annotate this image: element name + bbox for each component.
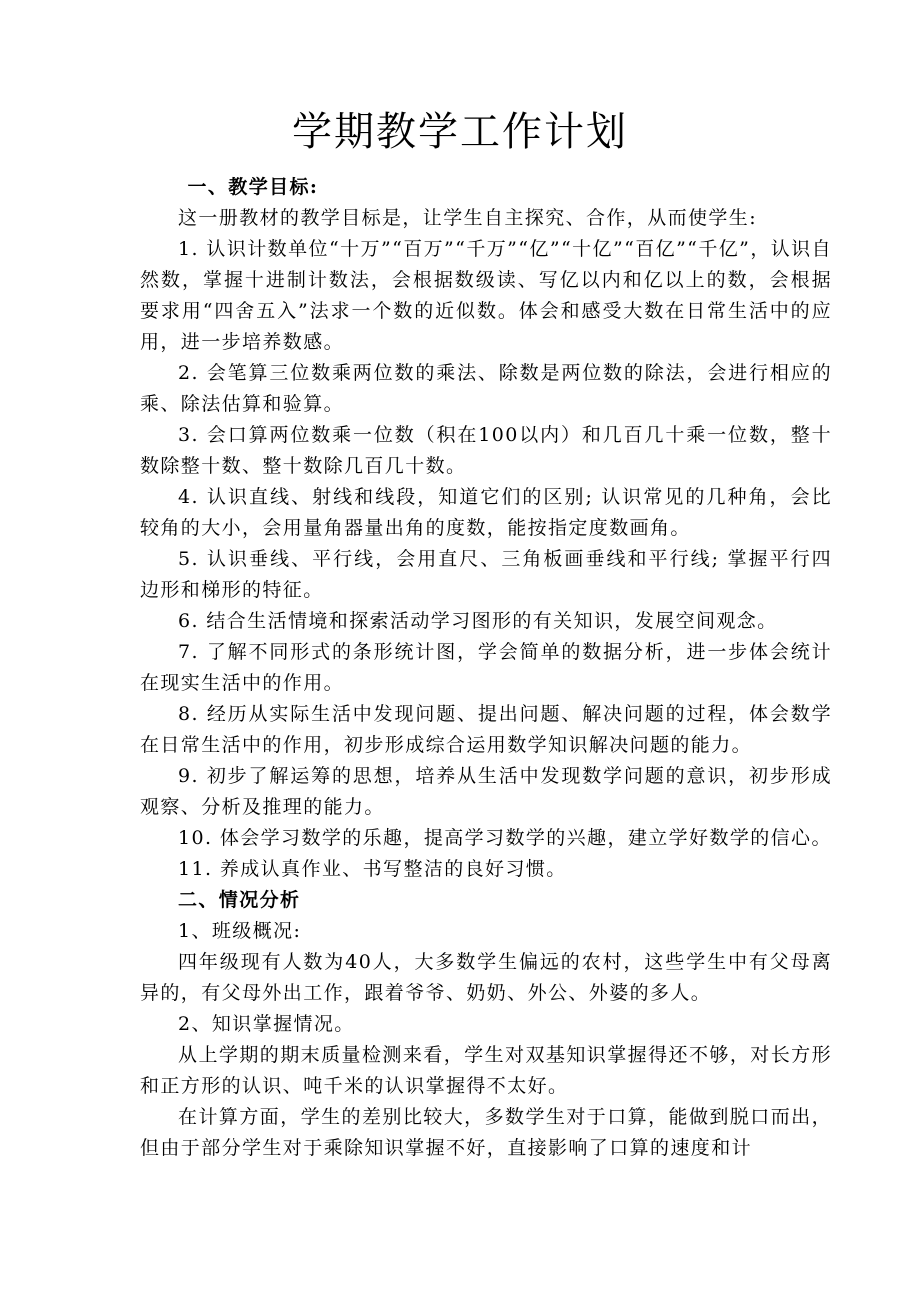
goal-item: 6. 结合生活情境和探索活动学习图形的有关知识，发展空间观念。	[178, 610, 778, 632]
goal-item: 11. 养成认真作业、书写整洁的良好习惯。	[178, 858, 567, 880]
goal-item: 3. 会口算两位数乘一位数（积在100以内）和几百几十乘一位数，整十数除整十数、整十数除几百几十数。	[140, 424, 832, 477]
subsection-heading-class: 1、班级概况:	[178, 920, 302, 942]
goals-intro: 这一册教材的教学目标是，让学生自主探究、合作，从而使学生:	[178, 207, 758, 229]
calculation-text: 在计算方面，学生的差别比较大，多数学生对于口算，能做到脱口而出，但由于部分学生对于乘除知识掌握不好，直接影响了口算的速度和计	[140, 1106, 832, 1159]
goal-item: 5. 认识垂线、平行线，会用直尺、三角板画垂线和平行线; 掌握平行四边形和梯形的特征。	[140, 548, 832, 601]
goal-item: 4. 认识直线、射线和线段，知道它们的区别; 认识常见的几种角，会比较角的大小，会用量角器量出角的度数，能按指定度数画角。	[140, 486, 832, 539]
goal-item: 8. 经历从实际生活中发现问题、提出问题、解决问题的过程，体会数学在日常生活中的作用，初步形成综合运用数学知识解决问题的能力。	[140, 703, 832, 756]
document-body	[140, 172, 832, 1164]
section-heading-analysis: 二、情况分析	[178, 889, 301, 911]
section-heading-goals: 一、教学目标:	[187, 176, 319, 198]
subsection-heading-knowledge: 2、知识掌握情况。	[178, 1013, 355, 1035]
document-title: 学期教学工作计划	[292, 109, 628, 155]
goal-item: 2. 会笔算三位数乘两位数的乘法、除数是两位数的除法，会进行相应的乘、除法估算和验算。	[140, 362, 832, 415]
goal-item: 1. 认识计数单位“十万”“百万”“千万”“亿”“十亿”“百亿”“千亿”，认识自然数，掌握十进制计数法，会根据数级读、写亿以内和亿以上的数，会根据要求用“四舍五入”法求一个数的近似数。体会和感受大数在日常生活中的应用，进一步培养数感。	[140, 238, 832, 353]
goal-item: 9. 初步了解运筹的思想，培养从生活中发现数学问题的意识，初步形成观察、分析及推理的能力。	[140, 765, 832, 818]
goal-item: 7. 了解不同形式的条形统计图，学会简单的数据分析，进一步体会统计在现实生活中的作用。	[140, 641, 832, 694]
goal-item: 10. 体会学习数学的乐趣，提高学习数学的兴趣，建立学好数学的信心。	[178, 827, 832, 849]
knowledge-text: 从上学期的期末质量检测来看，学生对双基知识掌握得还不够，对长方形和正方形的认识、吨千米的认识掌握得不太好。	[140, 1044, 832, 1097]
class-overview-text: 四年级现有人数为40人，大多数学生偏远的农村，这些学生中有父母离异的，有父母外出工作，跟着爷爷、奶奶、外公、外婆的多人。	[140, 951, 832, 1004]
